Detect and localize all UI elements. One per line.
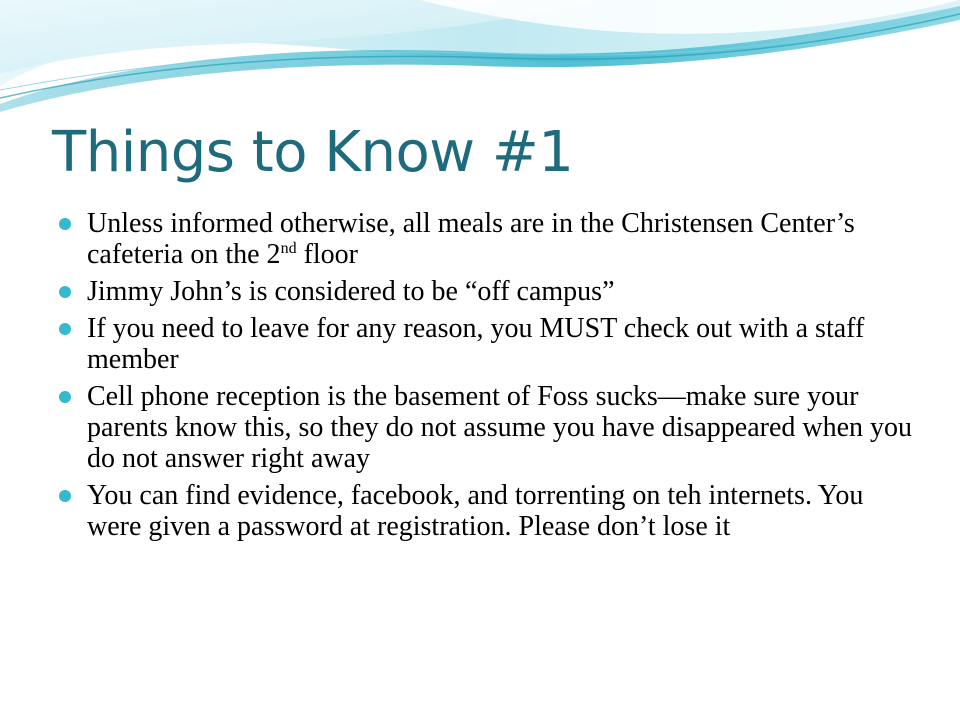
bullet-marker-icon bbox=[59, 218, 71, 230]
bullet-item bbox=[56, 381, 916, 474]
bullet-item bbox=[56, 208, 916, 270]
bullet-item bbox=[56, 313, 916, 375]
bullet-marker-icon bbox=[59, 490, 71, 502]
bullet-marker-icon bbox=[59, 391, 71, 403]
bullet-item bbox=[56, 276, 916, 307]
bullet-text: Cell phone reception is the basement of Foss sucks—make sure your parents know this, so they do not assume you have disappeared when you do not answer right away bbox=[87, 381, 913, 474]
bullet-text: Jimmy John’s is considered to be “off campus” bbox=[87, 276, 615, 307]
bullet-superscript: nd bbox=[280, 240, 297, 257]
slide-title: Things to Know #1 bbox=[52, 120, 574, 185]
bullet-text bbox=[87, 208, 855, 270]
bullet-item bbox=[56, 480, 916, 542]
bullet-marker-icon bbox=[59, 323, 71, 335]
bullet-text-main: Unless informed otherwise, all meals are in the Christensen Center’s cafeteria on the 2 bbox=[87, 208, 855, 270]
bullet-list bbox=[56, 208, 916, 548]
header-wave-decoration bbox=[0, 0, 960, 120]
bullet-text-after: floor bbox=[296, 239, 358, 270]
bullet-text: If you need to leave for any reason, you MUST check out with a staff member bbox=[87, 313, 865, 375]
bullet-marker-icon bbox=[59, 286, 71, 298]
bullet-text: You can find evidence, facebook, and torrenting on teh internets. You were given a password at registration. Please don’t lose it bbox=[87, 480, 864, 542]
